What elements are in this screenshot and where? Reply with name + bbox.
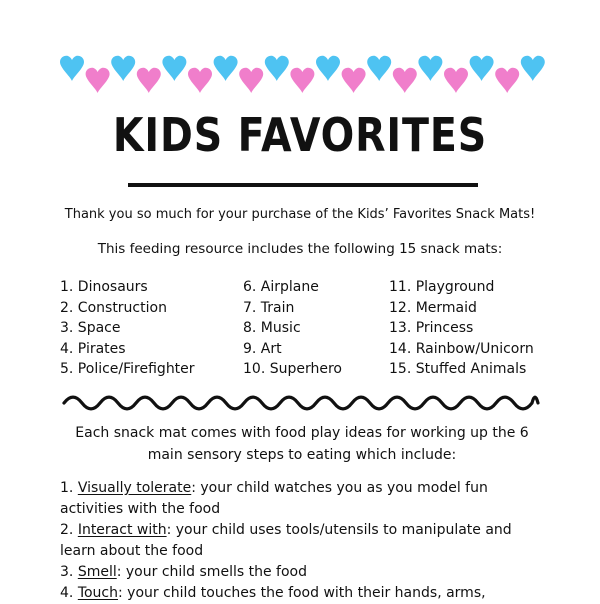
- step-term: Smell: [77, 564, 117, 580]
- pink-heart-icon: [137, 68, 161, 93]
- pink-heart-icon: [393, 68, 417, 93]
- step-number: 2.: [60, 522, 74, 538]
- sensory-steps-list: [60, 478, 550, 604]
- list-item: 8. Music: [243, 320, 301, 336]
- pink-heart-icon: [239, 68, 263, 93]
- wavy-divider: [62, 390, 540, 416]
- list-item: 11. Playground: [389, 279, 495, 295]
- list-item: 14. Rainbow/Unicorn: [389, 340, 534, 357]
- step-item: [60, 583, 550, 604]
- blue-heart-icon: [265, 56, 289, 81]
- step-description: : your child smells the food: [116, 564, 307, 580]
- pink-heart-icon: [342, 68, 366, 93]
- step-item: [60, 478, 550, 520]
- blue-heart-icon: [60, 56, 84, 81]
- blue-heart-icon: [521, 56, 545, 81]
- blue-heart-icon: [111, 56, 135, 81]
- list-item: 3. Space: [60, 320, 121, 336]
- intro-line-1: Each snack mat comes with food play ideas for working up the 6: [75, 425, 529, 441]
- blue-heart-icon: [470, 56, 494, 81]
- step-term: Visually tolerate: [77, 480, 192, 496]
- step-description: : your child touches the food with their hands, arms,: [118, 585, 486, 601]
- thank-you-text: Thank you so much for your purchase of the Kids’ Favorites Snack Mats!: [64, 207, 536, 222]
- pink-heart-icon: [444, 68, 468, 93]
- blue-heart-icon: [214, 56, 238, 81]
- list-item: 1. Dinosaurs: [60, 279, 148, 295]
- list-item: 7. Train: [243, 299, 295, 316]
- list-item: 2. Construction: [60, 299, 167, 316]
- step-number: 4.: [60, 585, 74, 601]
- step-term: Interact with: [77, 522, 167, 538]
- intro-line-2: main sensory steps to eating which include:: [147, 447, 457, 463]
- title-underline: [128, 183, 478, 187]
- list-item: 12. Mermaid: [389, 299, 477, 316]
- mats-column-1: [60, 277, 195, 380]
- step-item: [60, 520, 550, 562]
- list-item: 9. Art: [243, 340, 282, 357]
- step-description: : your child watches you as you model fun activities with the food: [60, 480, 488, 517]
- blue-heart-icon: [316, 56, 340, 81]
- pink-heart-icon: [495, 68, 519, 93]
- list-item: 4. Pirates: [60, 340, 126, 357]
- list-item: 10. Superhero: [243, 361, 342, 377]
- step-description: : your child uses tools/utensils to manipulate and learn about the food: [60, 522, 512, 559]
- page-title: KIDS FAVORITES: [112, 108, 488, 162]
- mats-column-2: [243, 277, 342, 380]
- list-item: 13. Princess: [389, 320, 474, 336]
- pink-heart-icon: [188, 68, 212, 93]
- blue-heart-icon: [367, 56, 391, 81]
- list-item: 5. Police/Firefighter: [60, 361, 195, 377]
- blue-heart-icon: [162, 56, 186, 81]
- pink-heart-icon: [290, 68, 314, 93]
- pink-heart-icon: [86, 68, 110, 93]
- list-item: 15. Stuffed Animals: [389, 361, 527, 377]
- blue-heart-icon: [418, 56, 442, 81]
- step-number: 3.: [60, 564, 74, 580]
- mats-column-3: [389, 277, 534, 380]
- hearts-border: [0, 0, 600, 110]
- step-item: [60, 562, 550, 583]
- step-number: 1.: [60, 480, 74, 496]
- includes-text: This feeding resource includes the following 15 snack mats:: [97, 241, 503, 257]
- list-item: 6. Airplane: [243, 279, 319, 295]
- step-term: Touch: [77, 585, 118, 601]
- intro-paragraph: [62, 422, 542, 466]
